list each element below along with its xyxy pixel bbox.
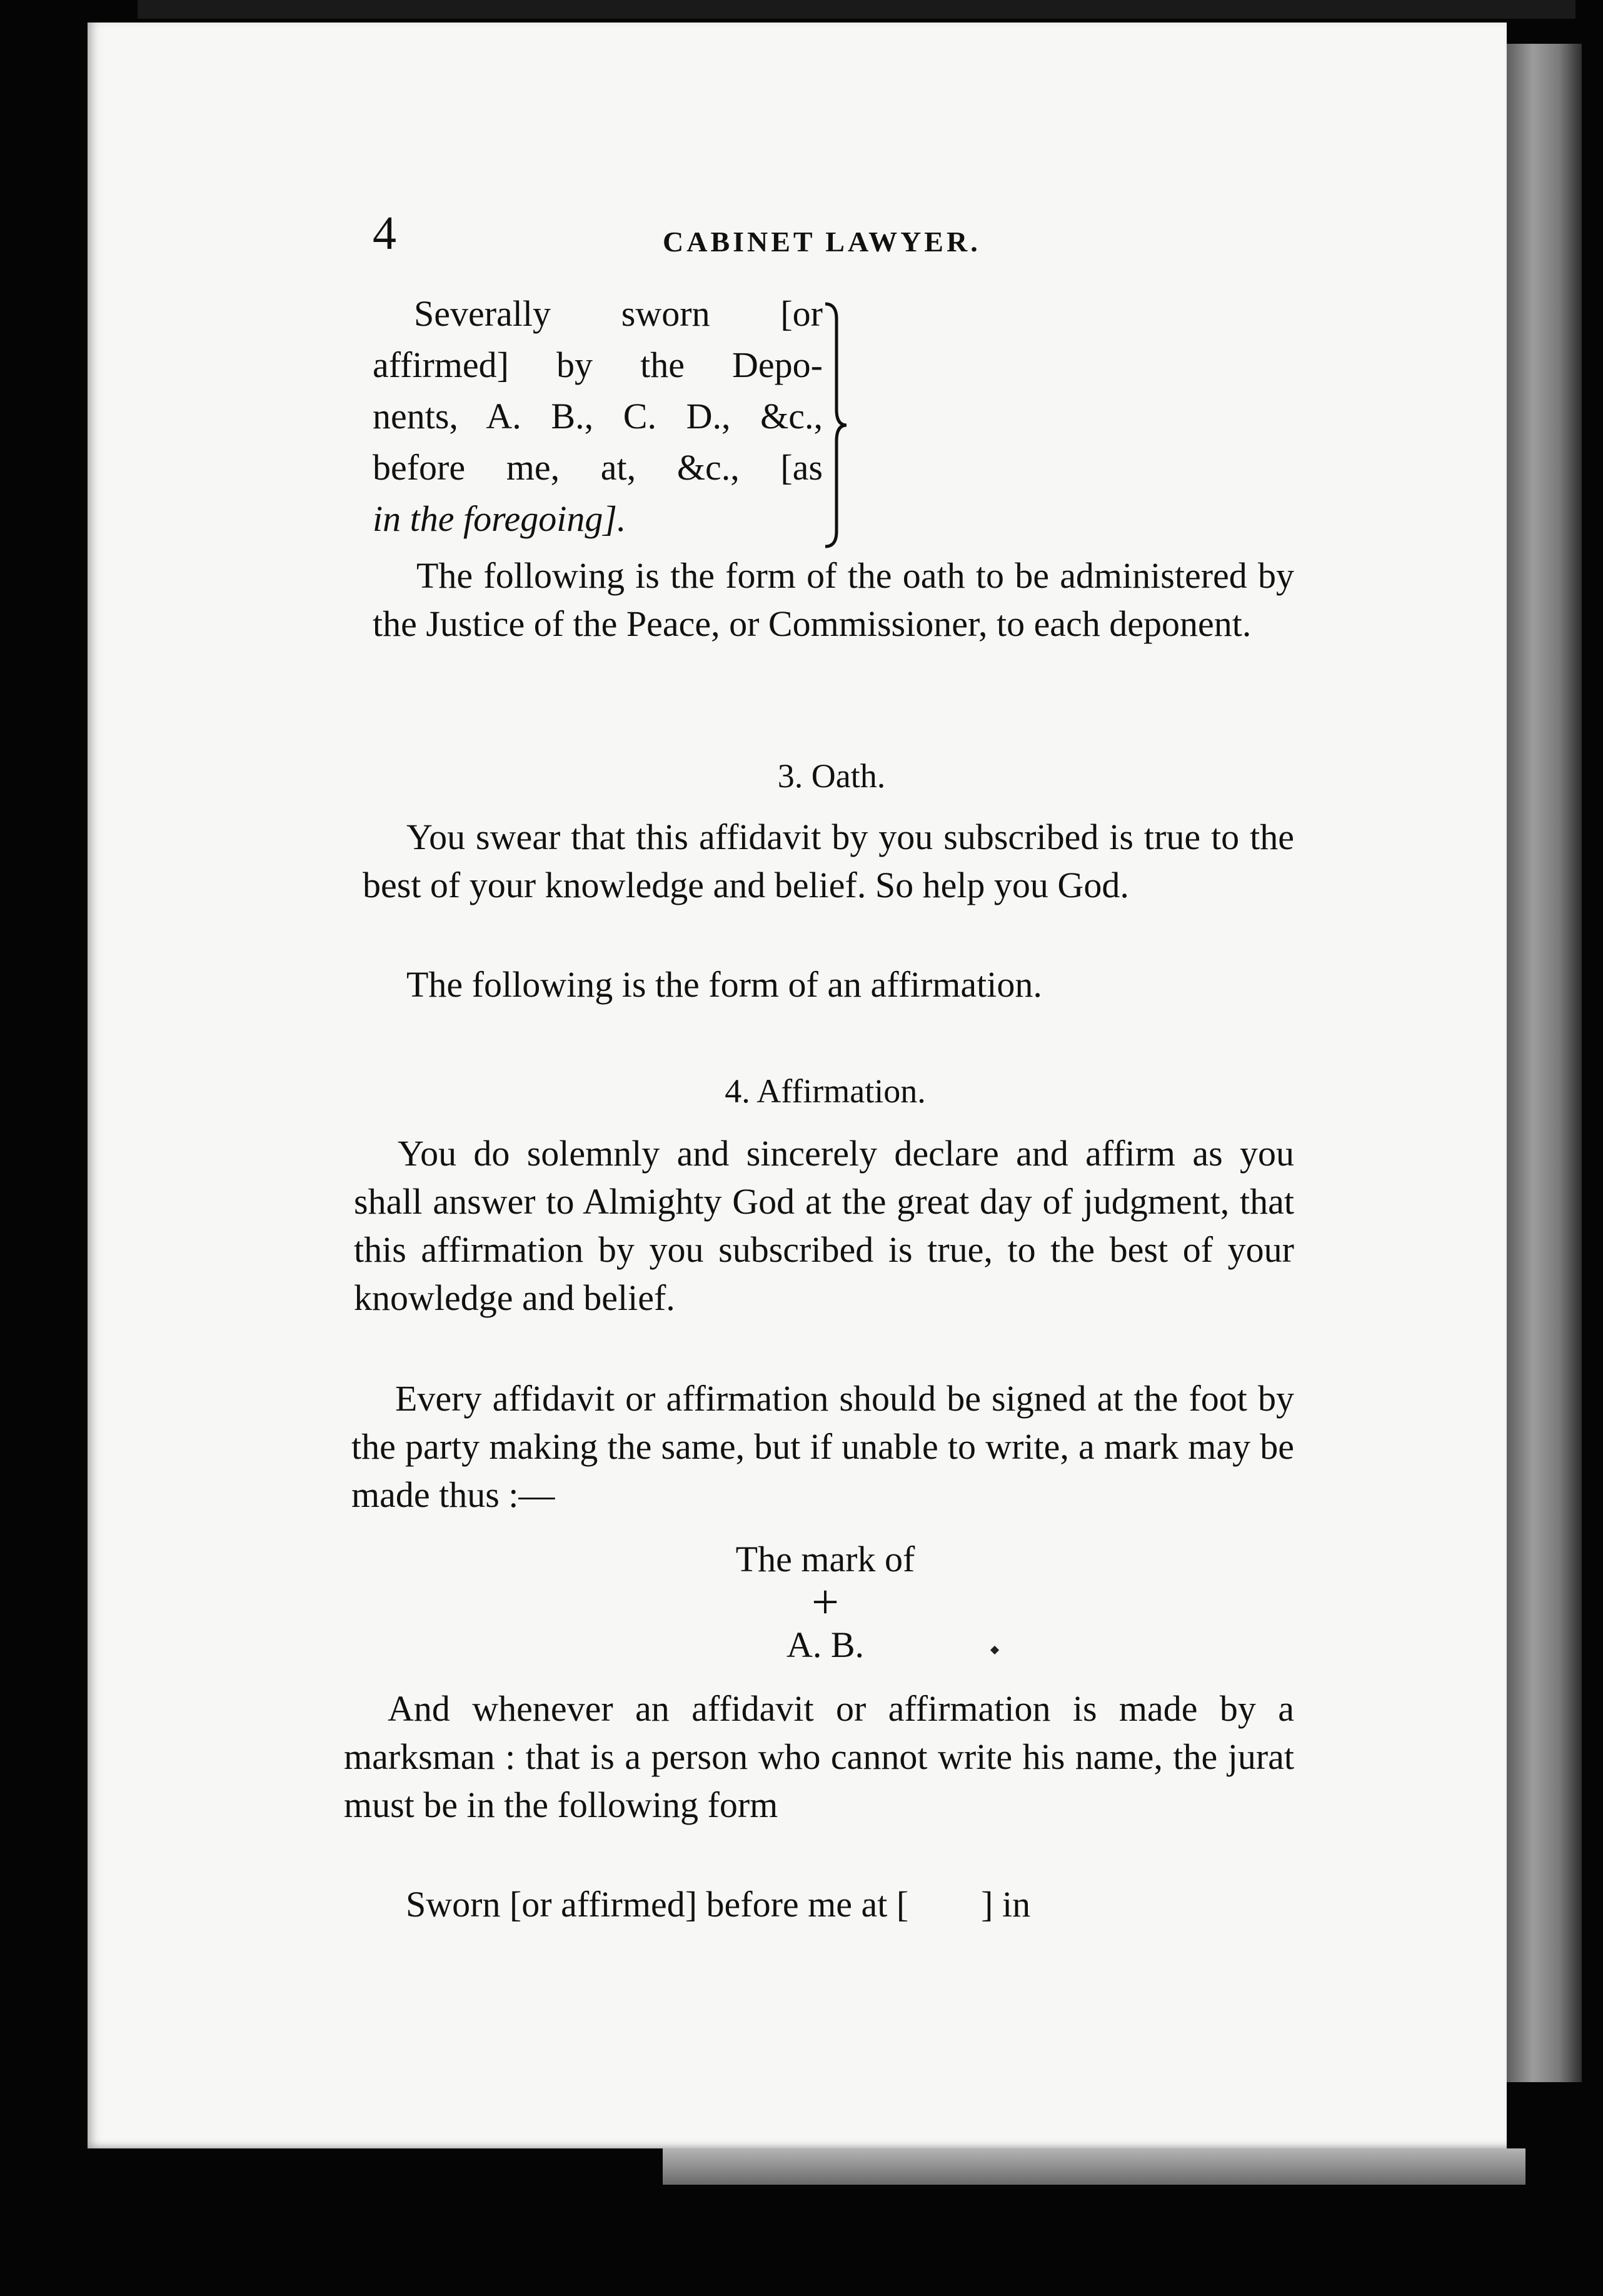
jurat-line: before me, at, &c., [as [373, 447, 823, 488]
cross-mark-icon: + [812, 1574, 839, 1629]
signing-text: Every affidavit or affirmation should be signed at the foot by the party making the same, but if unable to write, a mark may be made thus :— [351, 1378, 1294, 1515]
mark-name: A. B. [786, 1624, 865, 1665]
curly-brace-icon [823, 300, 848, 550]
marksman-paragraph [344, 1684, 1294, 1829]
scan-top-edge [138, 0, 1575, 19]
oath-text: You swear that this affidavit by you subscribed is true to the best of your knowledge and belief. So help you God. [363, 817, 1294, 905]
signature-mark [688, 1538, 963, 1666]
marksman-text: And whenever an affidavit or affirmation is made by a marksman : that is a person who cannot write his name, the jurat must be in the following form [344, 1688, 1294, 1825]
oath-intro-paragraph [373, 551, 1294, 648]
jurat-line: Severally sworn [or [414, 293, 823, 334]
signing-paragraph [351, 1374, 1294, 1519]
page-bottom-edge [663, 2148, 1525, 2185]
sworn-line-text: Sworn [or affirmed] before me at [ ] in [406, 1884, 1031, 1925]
page-fore-edge [1507, 44, 1582, 2082]
oath-paragraph [363, 813, 1294, 909]
affirmation-paragraph [354, 1129, 1294, 1322]
oath-intro-text: The following is the form of the oath to be administered by the Justice of the Peace, or Commissioner, to each deponent. [373, 555, 1294, 644]
jurat-line: affirmed] by the Depo- [373, 345, 823, 385]
page-number: 4 [373, 207, 396, 259]
affirmation-intro-paragraph [363, 960, 1294, 1009]
jurat-line: nents, A. B., C. D., &c., [373, 396, 823, 436]
affirmation-text: You do solemnly and sincerely declare and affirm as you shall answer to Almighty God at the great day of judgment, that this affirmation by you subscribed is true, to the best of your knowledge and belief. [354, 1133, 1294, 1318]
oath-heading: 3. Oath. [777, 757, 886, 795]
mark-label: The mark of [735, 1539, 915, 1579]
running-title: CABINET LAWYER. [663, 226, 981, 258]
affirmation-heading: 4. Affirmation. [725, 1072, 926, 1110]
sworn-line-paragraph [344, 1832, 1294, 1928]
jurat-line: in the foregoing]. [373, 498, 626, 539]
affirmation-intro-text: The following is the form of an affirmation. [406, 964, 1042, 1005]
